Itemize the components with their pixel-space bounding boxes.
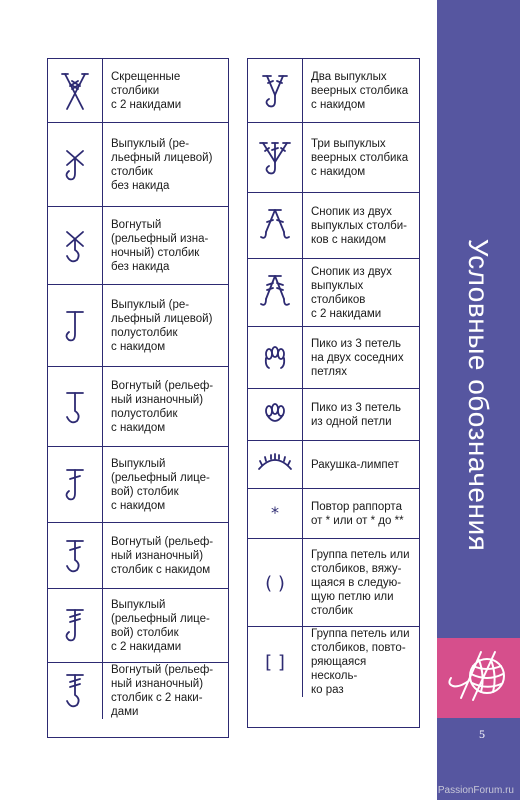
symbol-description: Вогнутый (рельеф- ный изнаночный) столбик с 2 наки- дами xyxy=(111,664,214,718)
left-symbol-table xyxy=(47,58,229,738)
table-row xyxy=(48,367,228,447)
table-row xyxy=(48,663,228,719)
symbol-description: Скрещенные столбики с 2 накидами xyxy=(111,70,182,111)
table-row xyxy=(48,59,228,123)
table-row xyxy=(48,589,228,663)
symbol-description: Пико из 3 петель из одной петли xyxy=(311,401,402,428)
symbol-description: Повтор раппорта от * или от * до ** xyxy=(311,500,404,527)
front-post-tr-symbol xyxy=(48,589,103,662)
symbol-description: Снопик из двух выпуклых столбиков с 2 накидами xyxy=(311,265,392,320)
symbol-description: Группа петель или столбиков, повто- ряющаяся несколь- ко раз xyxy=(311,628,410,696)
table-row xyxy=(248,59,419,123)
table-row xyxy=(248,123,419,193)
table-row xyxy=(248,441,419,489)
picot-one-loop-symbol xyxy=(248,389,303,440)
symbol-description: Вогнутый (рельефный изна- ночный) столбик без накида xyxy=(111,218,209,273)
brackets-glyph: [ ] xyxy=(265,652,285,673)
three-fan-post-symbol xyxy=(248,123,303,192)
brackets-symbol xyxy=(248,627,303,697)
front-post-hdc-symbol xyxy=(48,285,103,366)
symbol-description: Ракушка-лимпет xyxy=(311,458,399,471)
parentheses-glyph: ( ) xyxy=(265,572,285,594)
table-row xyxy=(48,447,228,523)
table-row xyxy=(48,285,228,367)
table-row xyxy=(248,539,419,627)
parentheses-symbol xyxy=(248,539,303,626)
asterisk-glyph: * xyxy=(271,502,279,522)
watermark: PassionForum.ru xyxy=(437,785,514,796)
section-title: Условные обозначения xyxy=(463,238,494,552)
symbol-description: Выпуклый (рельефный лице- вой) столбик с 2 накидами xyxy=(111,598,210,653)
symbol-description: Выпуклый (ре- льефный лицевой) столбик без накида xyxy=(111,137,213,192)
symbol-description: Три выпуклых веерных столбика с накидом xyxy=(311,137,409,178)
front-post-dc-symbol xyxy=(48,447,103,522)
table-row xyxy=(248,259,419,327)
symbol-description: Выпуклый (рельефный лице- вой) столбик с накидом xyxy=(111,457,210,512)
two-fan-post-symbol xyxy=(248,59,303,122)
right-symbol-table xyxy=(247,58,420,728)
table-row xyxy=(48,123,228,207)
symbol-description: Снопик из двух выпуклых столби- ков с накидом xyxy=(311,205,408,246)
back-post-tr-symbol xyxy=(48,663,103,719)
crossed-double-treble-symbol xyxy=(48,59,103,122)
page-number: 5 xyxy=(479,727,485,741)
table-row xyxy=(248,489,419,539)
symbol-description: Группа петель или столбиков, вяжу- щаяся в следую- щую петлю или столбик xyxy=(311,548,410,617)
asterisk-symbol xyxy=(248,489,303,538)
cluster-two-dc-symbol xyxy=(248,193,303,258)
cluster-two-tr-symbol xyxy=(248,259,303,326)
table-row xyxy=(48,523,228,589)
symbol-description: Два выпуклых веерных столбика с накидом xyxy=(311,70,409,111)
back-post-hdc-symbol xyxy=(48,367,103,446)
limpet-shell-symbol xyxy=(248,441,303,488)
symbol-description: Вогнутый (рельеф- ный изнаночный) столбик с накидом xyxy=(111,535,214,576)
yarn-ball-box xyxy=(437,638,520,718)
symbol-description: Выпуклый (ре- льефный лицевой) полустолбик с накидом xyxy=(111,298,213,353)
front-post-sc-symbol xyxy=(48,123,103,206)
symbol-description: Вогнутый (рельеф- ный изнаночный) полустолбик с накидом xyxy=(111,379,214,434)
picot-two-loops-symbol xyxy=(248,327,303,388)
table-row xyxy=(248,327,419,389)
back-post-dc-symbol xyxy=(48,523,103,588)
table-row xyxy=(248,627,419,697)
table-row xyxy=(48,207,228,285)
table-row xyxy=(248,193,419,259)
symbol-description: Пико из 3 петель на двух соседних петлях xyxy=(311,337,404,378)
back-post-sc-symbol xyxy=(48,207,103,284)
yarn-ball-icon xyxy=(437,638,520,718)
table-row xyxy=(248,389,419,441)
